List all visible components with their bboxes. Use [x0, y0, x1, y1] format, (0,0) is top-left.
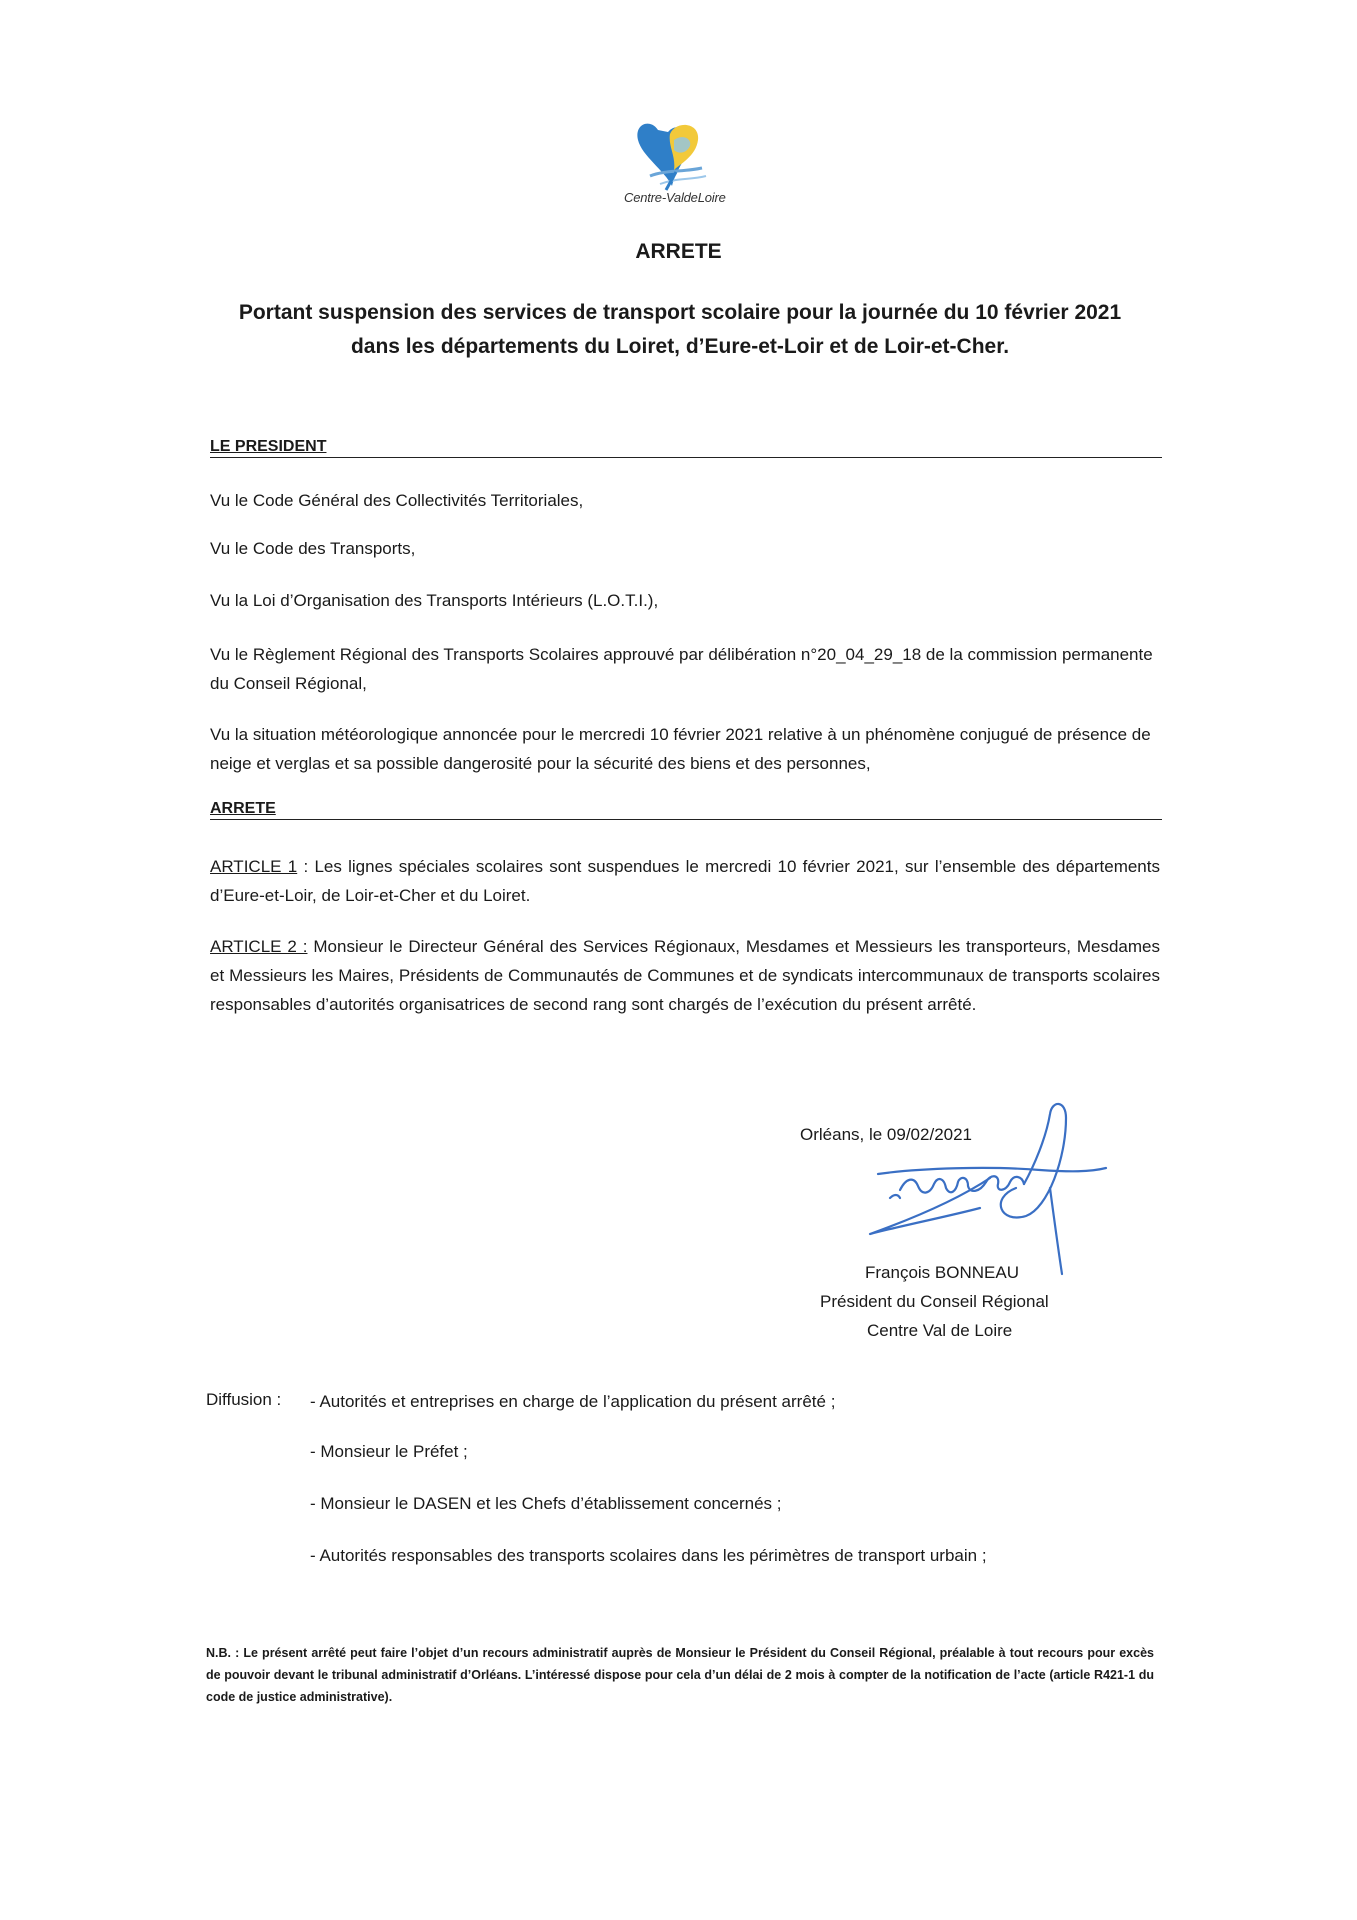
diffusion-item-2: - Monsieur le Préfet ; — [310, 1442, 468, 1461]
vu-item-3: Vu la Loi d’Organisation des Transports Intérieurs (L.O.T.I.), — [210, 591, 659, 610]
subtitle-line-2: dans les départements du Loiret, d’Eure-et-Loir et de Loir-et-Cher. — [350, 335, 1010, 358]
vu-item-2: Vu le Code des Transports, — [210, 539, 416, 558]
president-heading: LE PRESIDENT — [210, 438, 1162, 458]
article-2-label: ARTICLE 2 : — [210, 937, 308, 956]
signatory-region: Centre Val de Loire — [867, 1321, 1013, 1340]
diffusion-label: Diffusion : — [206, 1390, 282, 1409]
diffusion-item-4: - Autorités responsables des transports scolaires dans les périmètres de transport urbain ; — [310, 1546, 987, 1565]
signatory-role: Président du Conseil Régional — [820, 1292, 1049, 1311]
article-2 — [210, 932, 1160, 1019]
place-date: Orléans, le 09/02/2021 — [800, 1125, 973, 1144]
article-2-text: Monsieur le Directeur Général des Services Régionaux, Mesdames et Messieurs les transporteurs, Mesdames et Messieurs les Maires, Présidents de Communautés de Communes et de syndicats intercommunaux de transports scolaires responsables d’autorités organisatrices de second rang sont chargés de l’exécution du présent arrêté. — [210, 937, 1160, 1014]
vu-item-5: Vu la situation météorologique annoncée pour le mercredi 10 février 2021 relative à un phénomène conjugué de présence de neige et verglas et sa possible dangerosité pour la sécurité des biens et des personnes, — [210, 725, 1151, 773]
handwritten-signature-icon — [840, 1098, 1140, 1298]
signatory-name: François BONNEAU — [865, 1263, 1019, 1282]
logo-text: Centre-ValdeLoire — [624, 190, 726, 205]
document-subtitle — [180, 296, 1180, 364]
arrete-heading: ARRETE — [210, 800, 1162, 820]
article-1-separator: : — [297, 857, 315, 876]
article-1-text: Les lignes spéciales scolaires sont suspendues le mercredi 10 février 2021, sur l’ensemble des départements d’Eure-et-Loir, de Loir-et-Cher et du Loiret. — [210, 857, 1160, 905]
article-1-label: ARTICLE 1 — [210, 857, 298, 876]
document-title: ARRETE — [635, 240, 722, 263]
vu-item-4: Vu le Règlement Régional des Transports Scolaires approuvé par délibération n°20_04_29_18 de la commission permanente du Conseil Régional, — [210, 645, 1153, 693]
diffusion-item-1: - Autorités et entreprises en charge de l’application du présent arrêté ; — [310, 1392, 836, 1411]
diffusion-item-3: - Monsieur le DASEN et les Chefs d’établissement concernés ; — [310, 1494, 782, 1513]
article-1 — [210, 852, 1160, 910]
vu-item-1: Vu le Code Général des Collectivités Territoriales, — [210, 491, 584, 510]
legal-note: N.B. : Le présent arrêté peut faire l’objet d’un recours administratif auprès de Monsieur le Président du Conseil Régional, préalable à tout recours pour excès de pouvoir devant le tribunal administratif d’Orléans. L’intéressé dispose pour cela d’un délai de 2 mois à compter de la notification de l’acte (article R421-1 du code de justice administrative). — [206, 1646, 1154, 1704]
subtitle-line-1: Portant suspension des services de transport scolaire pour la journée du 10 février 2021 — [238, 301, 1122, 324]
